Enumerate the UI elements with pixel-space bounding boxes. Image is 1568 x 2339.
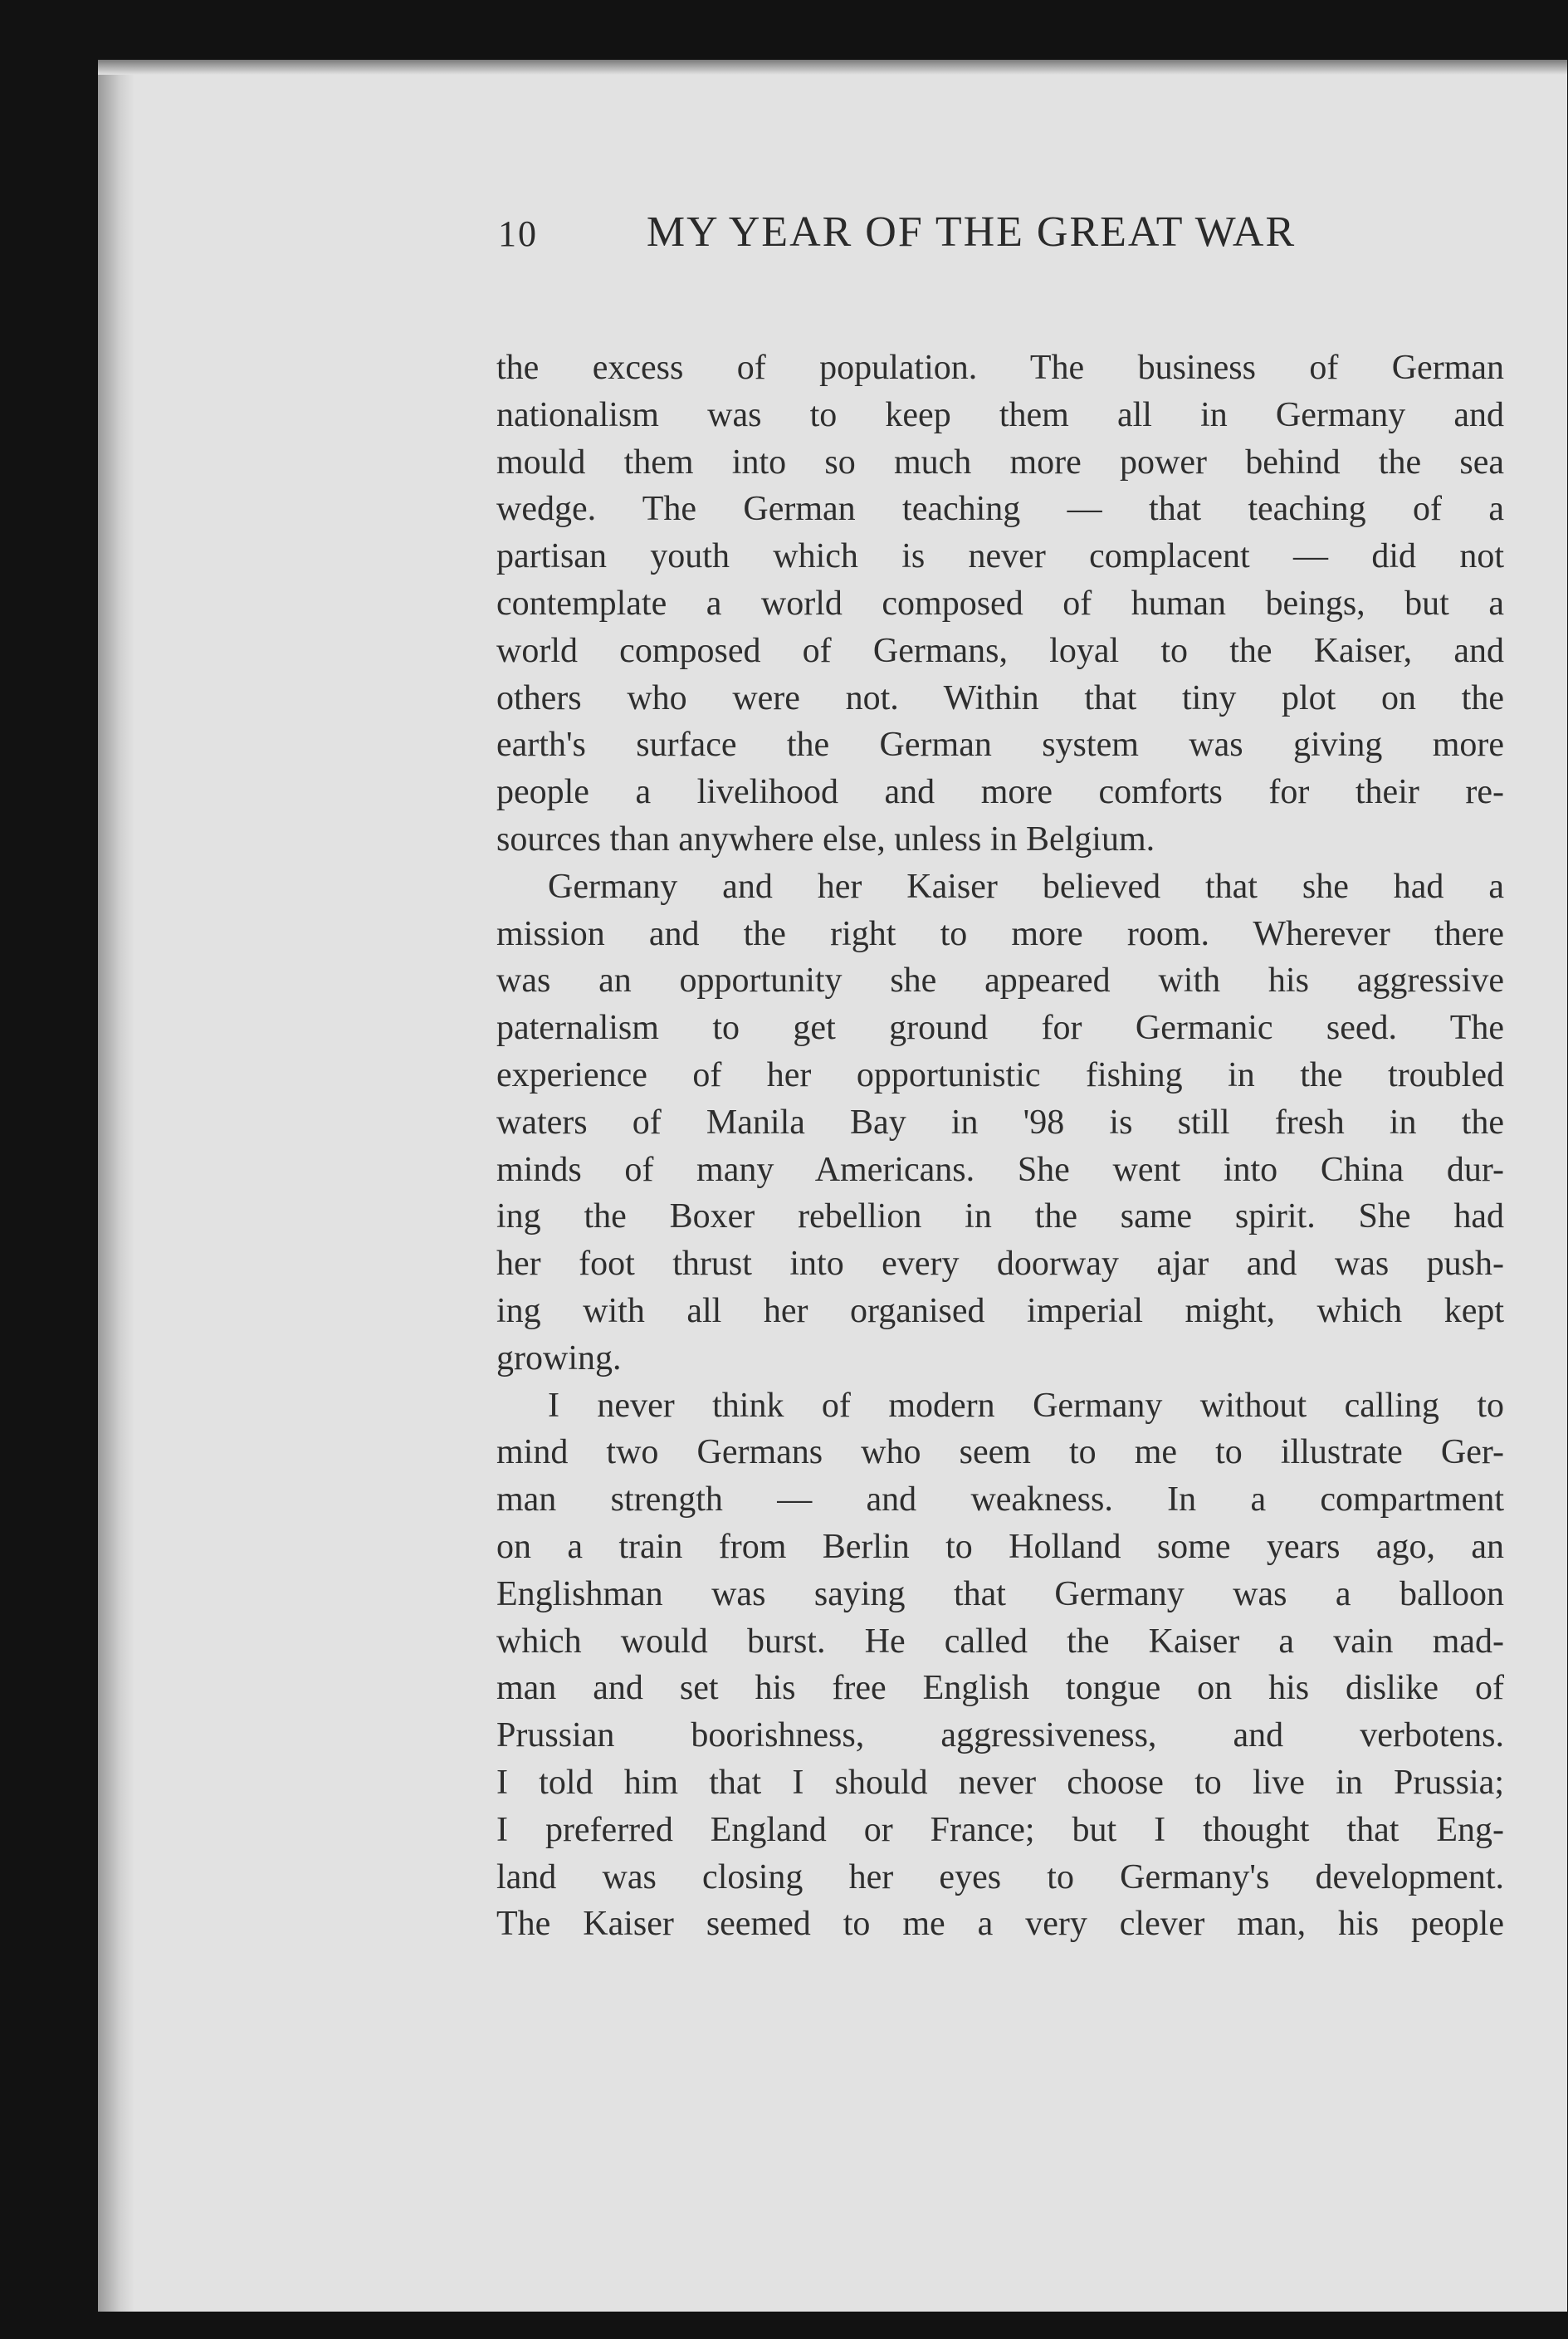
- text-line: nationalism was to keep them all in Germany and: [496, 395, 1504, 434]
- spine-shadow: [98, 60, 134, 2312]
- text-line: which would burst. He called the Kaiser a vain mad-: [496, 1622, 1504, 1661]
- text-line: sources than anywhere else, unless in Belgium.: [496, 820, 1155, 859]
- text-line: her foot thrust into every doorway ajar and was push-: [496, 1245, 1504, 1284]
- text-line: world composed of Germans, loyal to the Kaiser, and: [496, 631, 1504, 670]
- text-line: land was closing her eyes to Germany's development.: [496, 1857, 1504, 1896]
- text-line: the excess of population. The business of German: [496, 349, 1504, 387]
- text-line: others who were not. Within that tiny plot on the: [496, 678, 1504, 717]
- paragraph-start-line: Germany and her Kaiser believed that she had a: [548, 867, 1504, 906]
- text-line: experience of her opportunistic fishing in the troubled: [496, 1055, 1504, 1094]
- text-line: partisan youth which is never complacent — did not: [496, 537, 1504, 576]
- text-line: paternalism to get ground for Germanic seed. The: [496, 1009, 1504, 1048]
- text-line: minds of many Americans. She went into China dur-: [496, 1150, 1504, 1189]
- text-line: mould them into so much more power behind the sea: [496, 443, 1504, 482]
- text-line: Prussian boorishness, aggressiveness, and verbotens.: [496, 1716, 1504, 1755]
- text-line: wedge. The German teaching — that teaching of a: [496, 490, 1504, 529]
- page-header: [498, 208, 1386, 257]
- text-line: mind two Germans who seem to me to illustrate Ger-: [496, 1433, 1504, 1472]
- paragraph-start-line: I never think of modern Germany without calling to: [548, 1386, 1504, 1425]
- text-line: earth's surface the German system was giving more: [496, 726, 1504, 765]
- text-line: mission and the right to more room. Wherever there: [496, 914, 1504, 953]
- page-top-edge: [98, 60, 1567, 75]
- text-line: I told him that I should never choose to live in Prussia;: [496, 1763, 1504, 1802]
- running-title: MY YEAR OF THE GREAT WAR: [646, 208, 1297, 256]
- text-line: growing.: [496, 1338, 622, 1377]
- text-line: waters of Manila Bay in '98 is still fresh in the: [496, 1103, 1504, 1142]
- page-number: 10: [498, 213, 538, 254]
- text-line: Englishman was saying that Germany was a balloon: [496, 1574, 1504, 1613]
- text-line: man strength — and weakness. In a compartment: [496, 1480, 1504, 1519]
- body-text: [496, 345, 1504, 1948]
- text-line: people a livelihood and more comforts for their re-: [496, 773, 1504, 812]
- text-line: man and set his free English tongue on his dislike of: [496, 1669, 1504, 1708]
- text-line: The Kaiser seemed to me a very clever man, his people: [496, 1905, 1504, 1944]
- text-line: on a train from Berlin to Holland some years ago, an: [496, 1527, 1504, 1566]
- text-line: contemplate a world composed of human beings, but a: [496, 584, 1504, 623]
- text-line: ing with all her organised imperial might, which kept: [496, 1291, 1504, 1330]
- text-line: ing the Boxer rebellion in the same spirit. She had: [496, 1197, 1504, 1236]
- text-line: I preferred England or France; but I thought that Eng-: [496, 1810, 1504, 1849]
- text-line: was an opportunity she appeared with his aggressive: [496, 962, 1504, 1001]
